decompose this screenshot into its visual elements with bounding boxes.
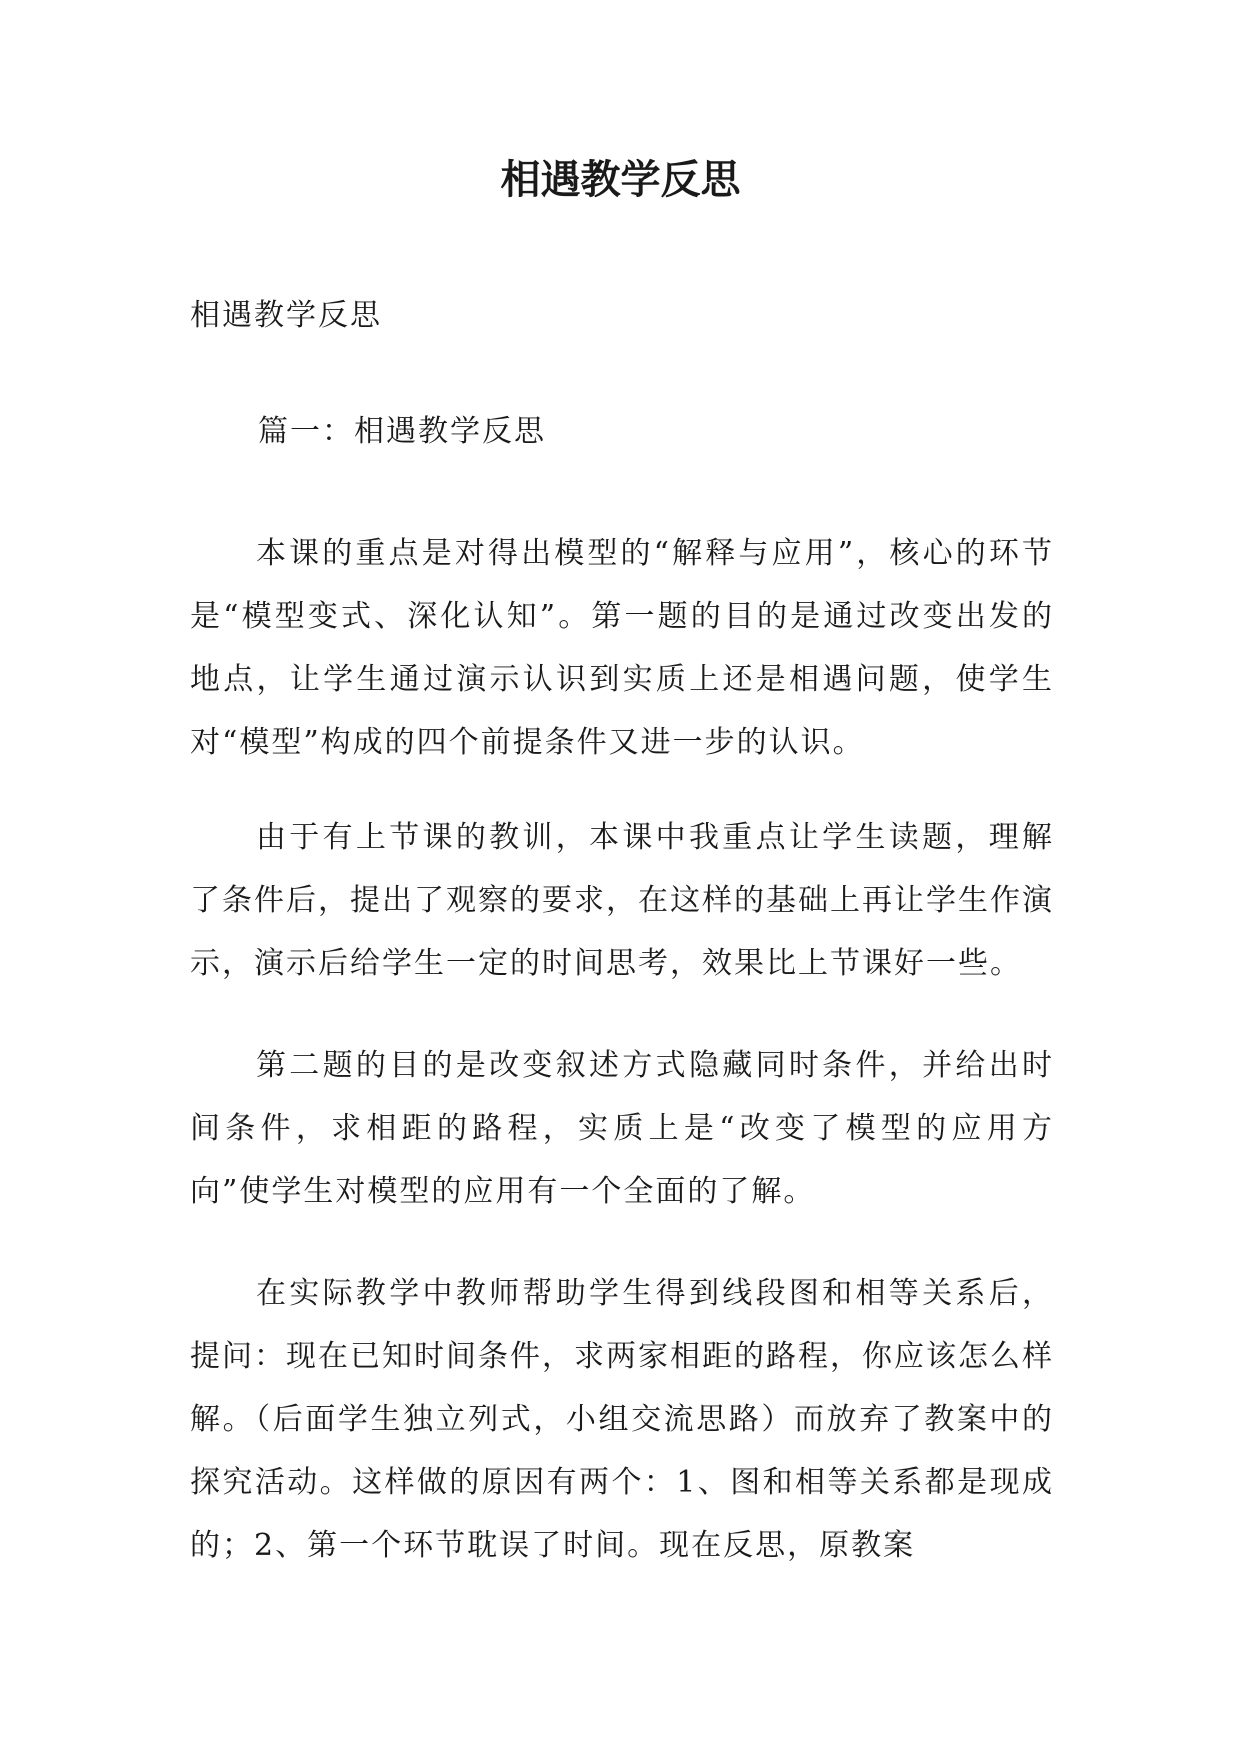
paragraph: 由于有上节课的教训，本课中我重点让学生读题，理解了条件后，提出了观察的要求，在这样的基础上再让学生作演示，演示后给学生一定的时间思考，效果比上节课好一些。 [190, 820, 1054, 981]
section-heading: 篇一：相遇教学反思 [258, 414, 546, 449]
paragraph: 第二题的目的是改变叙述方式隐藏同时条件，并给出时间条件，求相距的路程，实质上是“改变了模型的应用方向”使学生对模型的应用有一个全面的了解。 [190, 1048, 1054, 1209]
document-title: 相遇教学反思 [500, 157, 741, 203]
paragraph: 本课的重点是对得出模型的“解释与应用”，核心的环节是“模型变式、深化认知”。第一题的目的是通过改变出发的地点，让学生通过演示认识到实质上还是相遇问题，使学生对“模型”构成的四个前提条件又进一步的认识。 [190, 536, 1054, 760]
paragraph: 在实际教学中教师帮助学生得到线段图和相等关系后，提问：现在已知时间条件，求两家相距的路程，你应该怎么样解。（后面学生独立列式，小组交流思路）而放弃了教案中的探究活动。这样做的原因有两个：1、图和相等关系都是现成的；2、第一个环节耽误了时间。现在反思，原教案 [190, 1276, 1054, 1563]
document-subtitle: 相遇教学反思 [190, 298, 382, 333]
